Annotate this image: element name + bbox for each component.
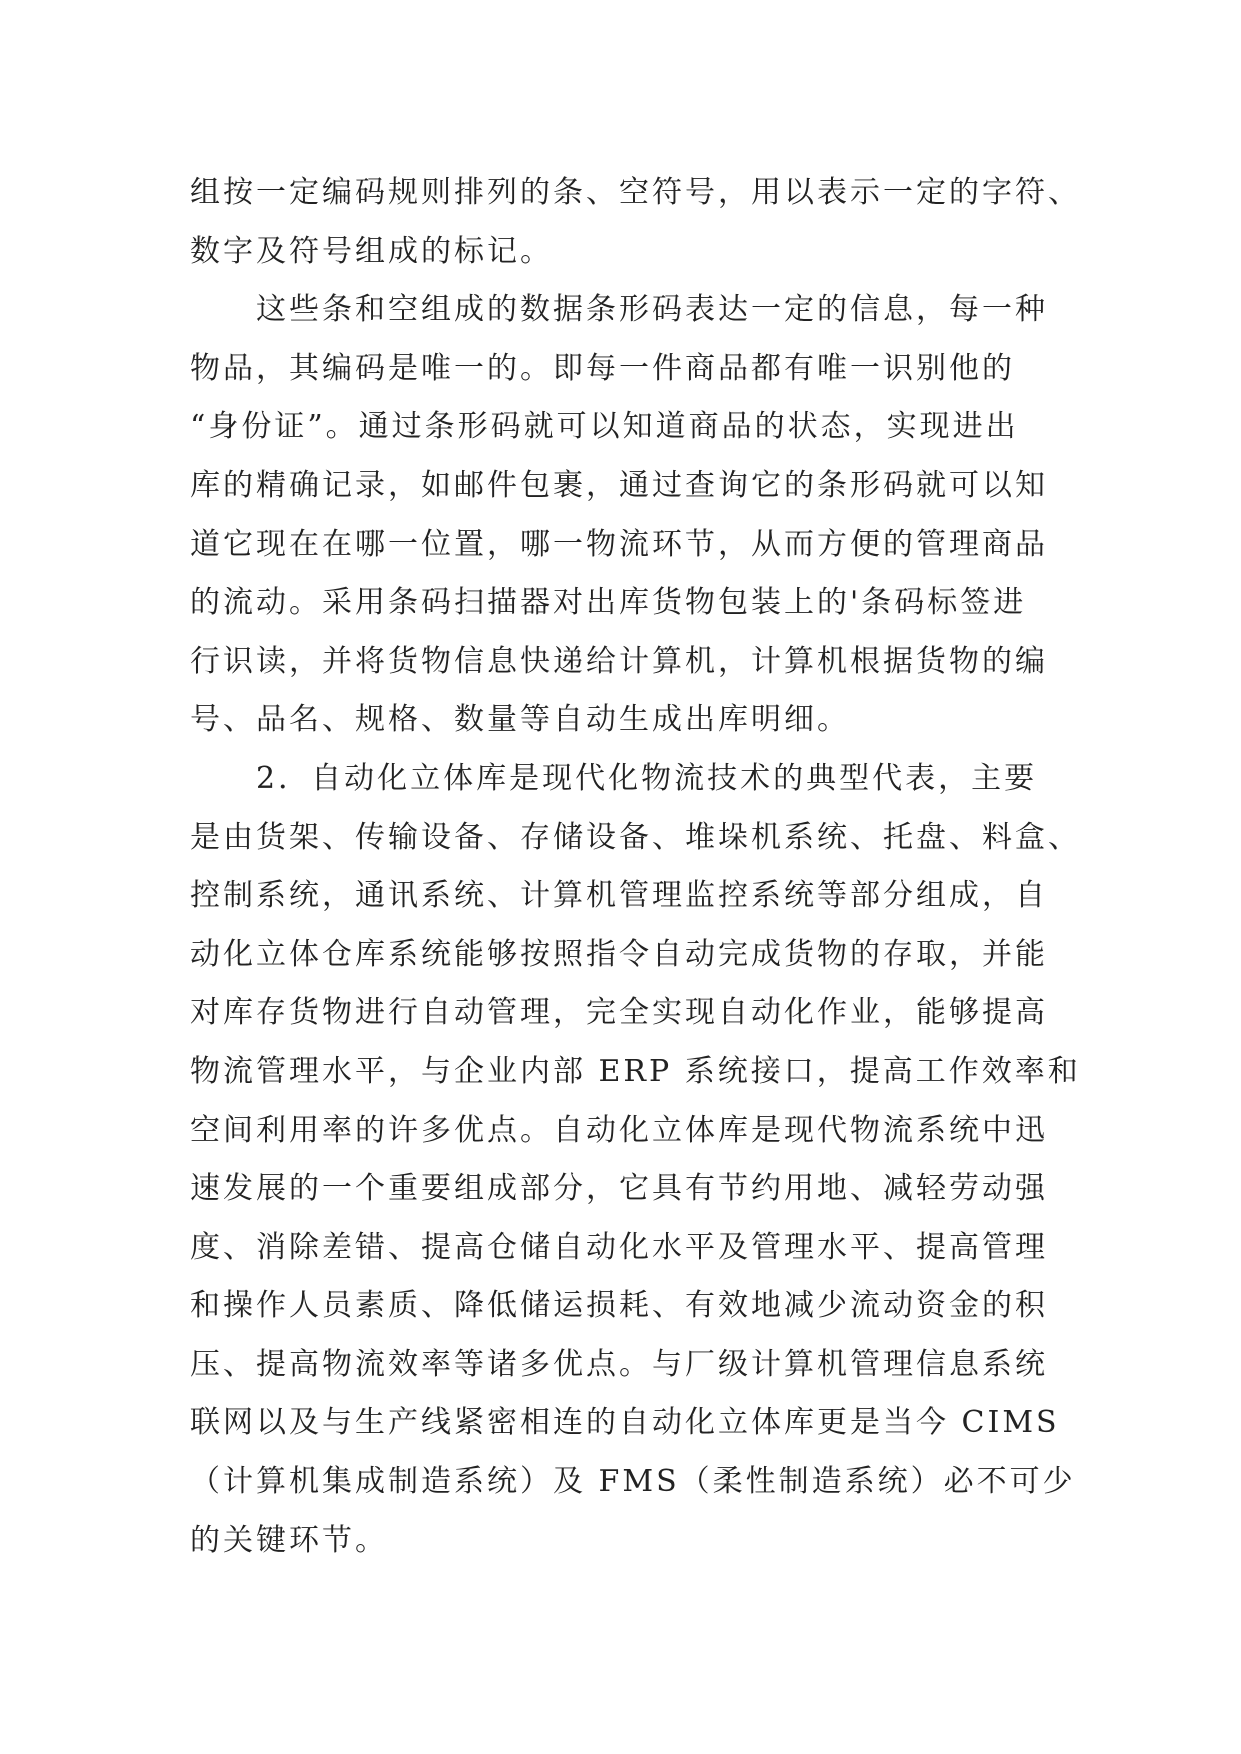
text-line: （计算机集成制造系统）及 FMS（柔性制造系统）必不可少 — [190, 1464, 1076, 1500]
text-line: 号、品名、规格、数量等自动生成出库明细。 — [190, 702, 850, 738]
text-line: 库的精确记录，如邮件包裹，通过查询它的条形码就可以知 — [190, 467, 1048, 503]
text-line: 度、消除差错、提高仓储自动化水平及管理水平、提高管理 — [190, 1229, 1048, 1265]
text-line: 这些条和空组成的数据条形码表达一定的信息，每一种 — [190, 292, 1048, 328]
text-line: 行识读，并将货物信息快递给计算机，计算机根据货物的编 — [190, 643, 1048, 679]
text-line: 控制系统，通讯系统、计算机管理监控系统等部分组成，自 — [190, 878, 1048, 914]
text-line: 联网以及与生产线紧密相连的自动化立体库更是当今 CIMS — [190, 1405, 1060, 1441]
text-line: 道它现在在哪一位置，哪一物流环节，从而方便的管理商品 — [190, 526, 1048, 562]
body-text — [190, 164, 1081, 1570]
text-line: 2．自动化立体库是现代化物流技术的典型代表，主要 — [190, 760, 1038, 796]
text-line: 的关键环节。 — [190, 1522, 388, 1558]
text-line: 对库存货物进行自动管理，完全实现自动化作业，能够提高 — [190, 995, 1048, 1031]
text-line: 动化立体仓库系统能够按照指令自动完成货物的存取，并能 — [190, 936, 1048, 972]
text-line: 和操作人员素质、降低储运损耗、有效地减少流动资金的积 — [190, 1288, 1048, 1324]
text-line: 组按一定编码规则排列的条、空符号，用以表示一定的字符、 — [190, 175, 1081, 210]
text-line: 的流动。采用条码扫描器对出库货物包装上的'条码标签进 — [190, 585, 1027, 621]
text-line: 物流管理水平，与企业内部 ERP 系统接口，提高工作效率和 — [190, 1053, 1081, 1089]
text-line: 压、提高物流效率等诸多优点。与厂级计算机管理信息系统 — [190, 1346, 1048, 1382]
text-line: 是由货架、传输设备、存储设备、堆垛机系统、托盘、料盒、 — [190, 819, 1081, 855]
text-line: 空间利用率的许多优点。自动化立体库是现代物流系统中迅 — [190, 1112, 1048, 1148]
text-line: 物品，其编码是唯一的。即每一件商品都有唯一识别他的 — [190, 350, 1015, 386]
text-line: 数字及符号组成的标记。 — [190, 233, 553, 269]
text-line: 速发展的一个重要组成部分，它具有节约用地、减轻劳动强 — [190, 1171, 1048, 1207]
text-line: “身份证”。通过条形码就可以知道商品的状态，实现进出 — [190, 409, 1019, 445]
